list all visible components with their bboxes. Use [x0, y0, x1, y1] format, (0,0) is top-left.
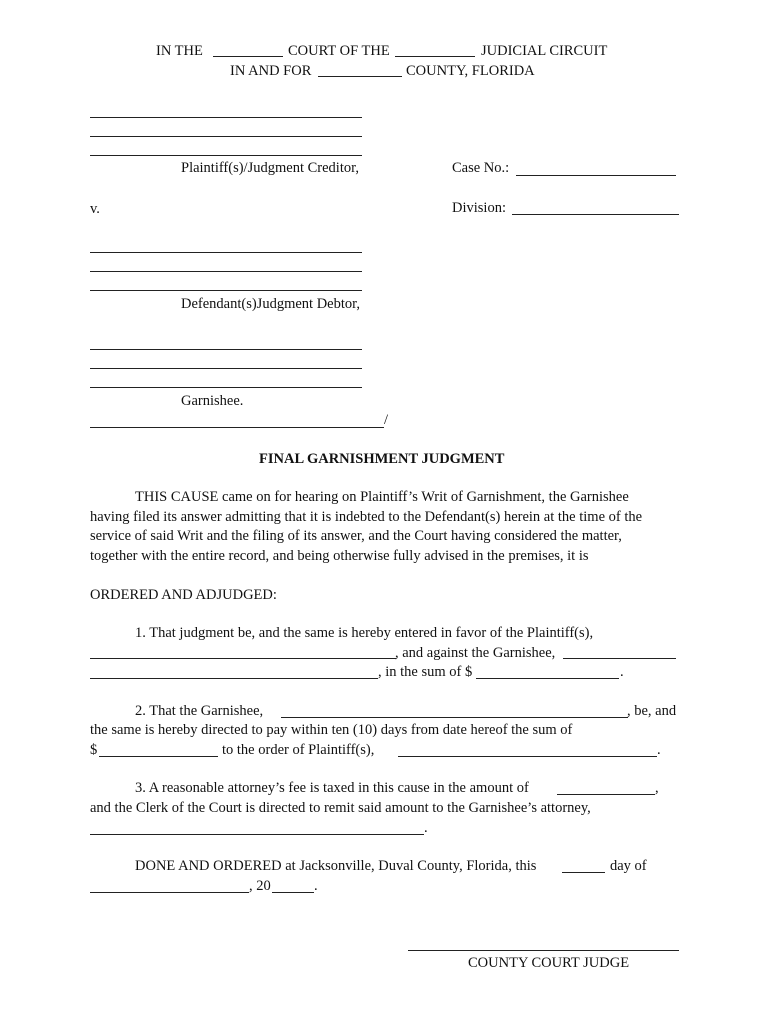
day-field[interactable]: [562, 872, 605, 873]
recital-line-3: service of said Writ and the filing of its answer, and the Court having considered the matter,: [90, 528, 622, 544]
circuit-name-blank[interactable]: [395, 56, 475, 57]
item2-be-and: , be, and: [627, 703, 677, 719]
document-title: FINAL GARNISHMENT JUDGMENT: [259, 451, 505, 467]
item3-line-2: and the Clerk of the Court is directed to remit said amount to the Garnishee’s attorney,: [90, 800, 591, 816]
caption-county-florida: COUNTY, FLORIDA: [406, 63, 535, 79]
defendant-name-line-2[interactable]: [90, 271, 362, 272]
defendant-label: Defendant(s)Judgment Debtor,: [181, 296, 361, 312]
division-field[interactable]: [512, 214, 679, 215]
month-field[interactable]: [90, 892, 249, 893]
garnishee-label: Garnishee.: [181, 393, 244, 409]
plaintiff-name-field[interactable]: [90, 658, 396, 659]
item3-comma: ,: [655, 780, 659, 796]
item3-period: .: [424, 820, 428, 836]
caption-court-of-the: COURT OF THE: [288, 43, 390, 59]
item2-amount-field[interactable]: [99, 756, 218, 757]
item2-lead: 2. That the Garnishee,: [135, 703, 264, 719]
caption-closing-line: [90, 427, 384, 428]
item2-to-order: to the order of Plaintiff(s),: [222, 742, 375, 758]
year-field[interactable]: [272, 892, 314, 893]
plaintiff-label: Plaintiff(s)/Judgment Creditor,: [181, 160, 359, 176]
judgment-amount-field[interactable]: [476, 678, 619, 679]
defendant-name-line-1[interactable]: [90, 252, 362, 253]
versus-label: v.: [90, 201, 100, 217]
judge-signature-line[interactable]: [408, 950, 679, 951]
recital-line-2: having filed its answer admitting that it is indebted to the Defendant(s) herein at the time of the: [90, 509, 643, 525]
done-and-ordered-text: DONE AND ORDERED at Jacksonville, Duval County, Florida, this: [135, 858, 537, 874]
day-of-text: day of: [610, 858, 647, 874]
item2-line-2: the same is hereby directed to pay within ten (10) days from date hereof the sum of: [90, 722, 573, 738]
judge-signature-label: COUNTY COURT JUDGE: [468, 955, 630, 971]
plaintiff-name-line-3[interactable]: [90, 155, 362, 156]
county-blank[interactable]: [318, 76, 402, 77]
item1-line-1: 1. That judgment be, and the same is hereby entered in favor of the Plaintiff(s),: [135, 625, 594, 641]
plaintiff-name-line-2[interactable]: [90, 136, 362, 137]
done-period: .: [314, 878, 318, 894]
attorney-name-field[interactable]: [90, 834, 424, 835]
division-label: Division:: [452, 200, 506, 216]
caption-judicial-circuit: JUDICIAL CIRCUIT: [481, 43, 608, 59]
caption-in-and-for: IN AND FOR: [230, 63, 312, 79]
item3-lead: 3. A reasonable attorney’s fee is taxed in this cause in the amount of: [135, 780, 529, 796]
garnishee-name-line-3[interactable]: [90, 387, 362, 388]
item2-plaintiff-field[interactable]: [398, 756, 657, 757]
defendant-name-line-3[interactable]: [90, 290, 362, 291]
item2-dollar-sign: $: [90, 742, 98, 758]
caption-closing-slash: /: [384, 412, 389, 428]
item1-sum-text: , in the sum of $: [378, 664, 473, 680]
garnishee-name-line-2[interactable]: [90, 368, 362, 369]
circuit-number-blank[interactable]: [213, 56, 283, 57]
item2-period: .: [657, 742, 661, 758]
ordered-heading: ORDERED AND ADJUDGED:: [90, 587, 277, 603]
garnishee-field[interactable]: [563, 658, 676, 659]
garnishee-name-line-1[interactable]: [90, 349, 362, 350]
case-no-label: Case No.:: [452, 160, 510, 176]
item1-continuation-field[interactable]: [90, 678, 378, 679]
recital-line-1: THIS CAUSE came on for hearing on Plaintiff’s Writ of Garnishment, the Garnishee: [135, 489, 629, 505]
item1-period: .: [620, 664, 624, 680]
item1-against-text: , and against the Garnishee,: [395, 645, 556, 661]
recital-line-4: together with the entire record, and being otherwise fully advised in the premises, it is: [90, 548, 589, 564]
year-prefix: , 20: [249, 878, 271, 894]
item2-garnishee-field[interactable]: [281, 717, 628, 718]
case-no-field[interactable]: [516, 175, 676, 176]
plaintiff-name-line-1[interactable]: [90, 117, 362, 118]
caption-in-the: IN THE: [156, 43, 203, 59]
attorney-fee-field[interactable]: [557, 794, 655, 795]
